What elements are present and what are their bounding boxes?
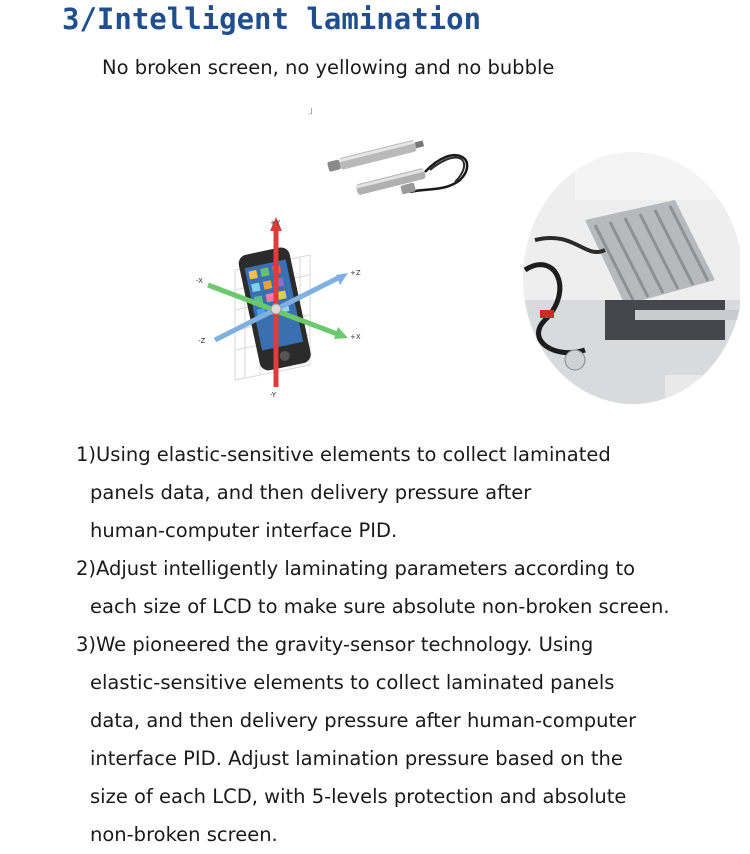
axis-label: -Y <box>270 391 276 399</box>
list-item <box>0 550 750 626</box>
list-item-line: interface PID. Adjust lamination pressure based on the <box>90 747 623 770</box>
svg-text:˩: ˩ <box>308 106 313 117</box>
section-title: 3/Intelligent lamination <box>62 2 482 36</box>
axis-label: -X <box>196 277 203 285</box>
gravity-axes-image <box>190 215 370 400</box>
axis-label: +Y <box>270 219 281 227</box>
axis-label: +Z <box>350 269 361 277</box>
axis-label: -Z <box>198 337 206 345</box>
list-item-line: size of each LCD, with 5-levels protection and absolute <box>90 785 627 808</box>
list-item-line: 1)Using elastic-sensitive elements to collect laminated <box>76 443 611 466</box>
list-item <box>0 436 750 550</box>
feature-list <box>0 436 750 854</box>
list-item-line: elastic-sensitive elements to collect laminated panels <box>90 671 615 694</box>
section-subtitle: No broken screen, no yellowing and no bubble <box>102 56 555 79</box>
sensor-probes-image <box>305 100 485 200</box>
axis-label: +X <box>350 333 361 341</box>
list-item-line: each size of LCD to make sure absolute non-broken screen. <box>90 595 670 618</box>
list-item-line: data, and then delivery pressure after human-computer <box>90 709 637 732</box>
list-item-line: 2)Adjust intelligently laminating parameters according to <box>76 557 636 580</box>
list-item-line: human-computer interface PID. <box>90 519 398 542</box>
list-item <box>0 626 750 854</box>
list-item-line: panels data, and then delivery pressure after <box>90 481 532 504</box>
laminator-closeup-image <box>515 150 740 410</box>
list-item-line: 3)We pioneered the gravity-sensor technology. Using <box>76 633 594 656</box>
list-item-line: non-broken screen. <box>90 823 278 846</box>
